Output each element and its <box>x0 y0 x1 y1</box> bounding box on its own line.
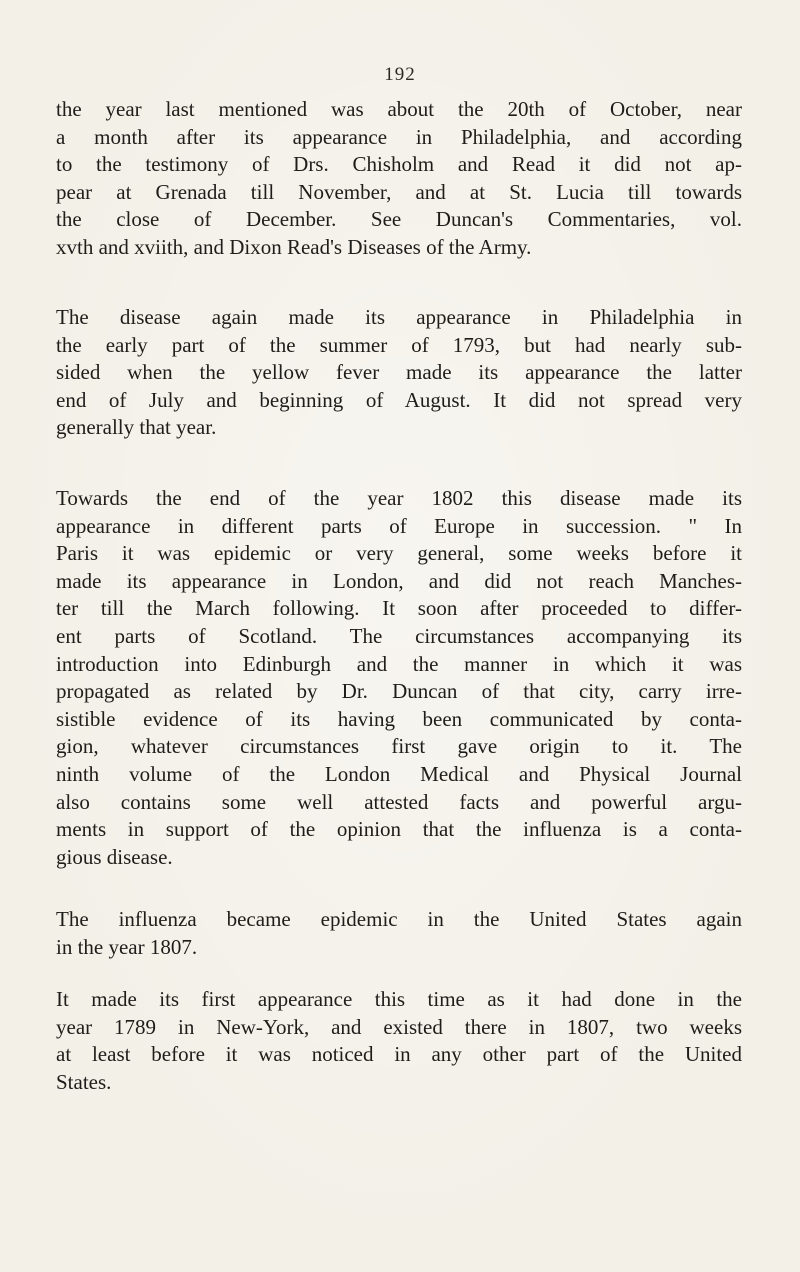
text-line: generally that year. <box>56 415 217 440</box>
text-line: The disease again made its appearance in Philadelphia in <box>56 305 742 329</box>
text-line: Towards the end of the year 1802 this disease made its <box>56 486 742 510</box>
text-line: also contains some well attested facts and powerful argu- <box>56 789 742 814</box>
text-line: the early part of the summer of 1793, but had nearly sub- <box>56 332 742 357</box>
text-line: sistible evidence of its having been communicated by conta- <box>56 706 742 731</box>
text-line: in the year 1807. <box>56 934 198 959</box>
paragraph-3 <box>56 485 742 871</box>
text-line: ments in support of the opinion that the influenza is a conta- <box>56 817 742 842</box>
text-line: gion, whatever circumstances first gave origin to it. The <box>56 734 742 759</box>
paragraph-5 <box>56 986 742 1096</box>
text-line: propagated as related by Dr. Duncan of that city, carry irre- <box>56 679 742 704</box>
text-line: year 1789 in New-York, and existed there in 1807, two weeks <box>56 1014 742 1039</box>
text-line: pear at Grenada till November, and at St. Lucia till towards <box>56 179 742 204</box>
text-line: the year last mentioned was about the 20th of October, near <box>56 97 742 121</box>
text-line: appearance in different parts of Europe in succession. " In <box>56 513 742 538</box>
text-line: xvth and xviith, and Dixon Read's Diseases of the Army. <box>56 234 532 259</box>
text-line: to the testimony of Drs. Chisholm and Read it did not ap- <box>56 152 742 177</box>
text-line: made its appearance in London, and did not reach Manches- <box>56 568 742 593</box>
text-line: end of July and beginning of August. It did not spread very <box>56 387 742 412</box>
text-line: ninth volume of the London Medical and Physical Journal <box>56 761 742 786</box>
text-line: ent parts of Scotland. The circumstances accompanying its <box>56 623 742 648</box>
text-line: a month after its appearance in Philadelphia, and according <box>56 124 742 149</box>
text-line: The influenza became epidemic in the United States again <box>56 907 742 931</box>
paragraph-4 <box>56 906 742 961</box>
text-line: States. <box>56 1069 112 1094</box>
text-line: the close of December. See Duncan's Commentaries, vol. <box>56 207 742 232</box>
text-line: It made its first appearance this time as it had done in the <box>56 987 742 1011</box>
paragraph-1 <box>56 96 742 262</box>
text-line: Paris it was epidemic or very general, some weeks before it <box>56 541 742 566</box>
text-line: ter till the March following. It soon after proceeded to differ- <box>56 596 742 621</box>
text-line: gious disease. <box>56 844 173 869</box>
text-line: at least before it was noticed in any other part of the United <box>56 1042 742 1067</box>
page-number: 192 <box>384 64 416 85</box>
text-line: sided when the yellow fever made its appearance the latter <box>56 360 742 385</box>
paragraph-2 <box>56 304 742 442</box>
text-line: introduction into Edinburgh and the manner in which it was <box>56 651 742 676</box>
